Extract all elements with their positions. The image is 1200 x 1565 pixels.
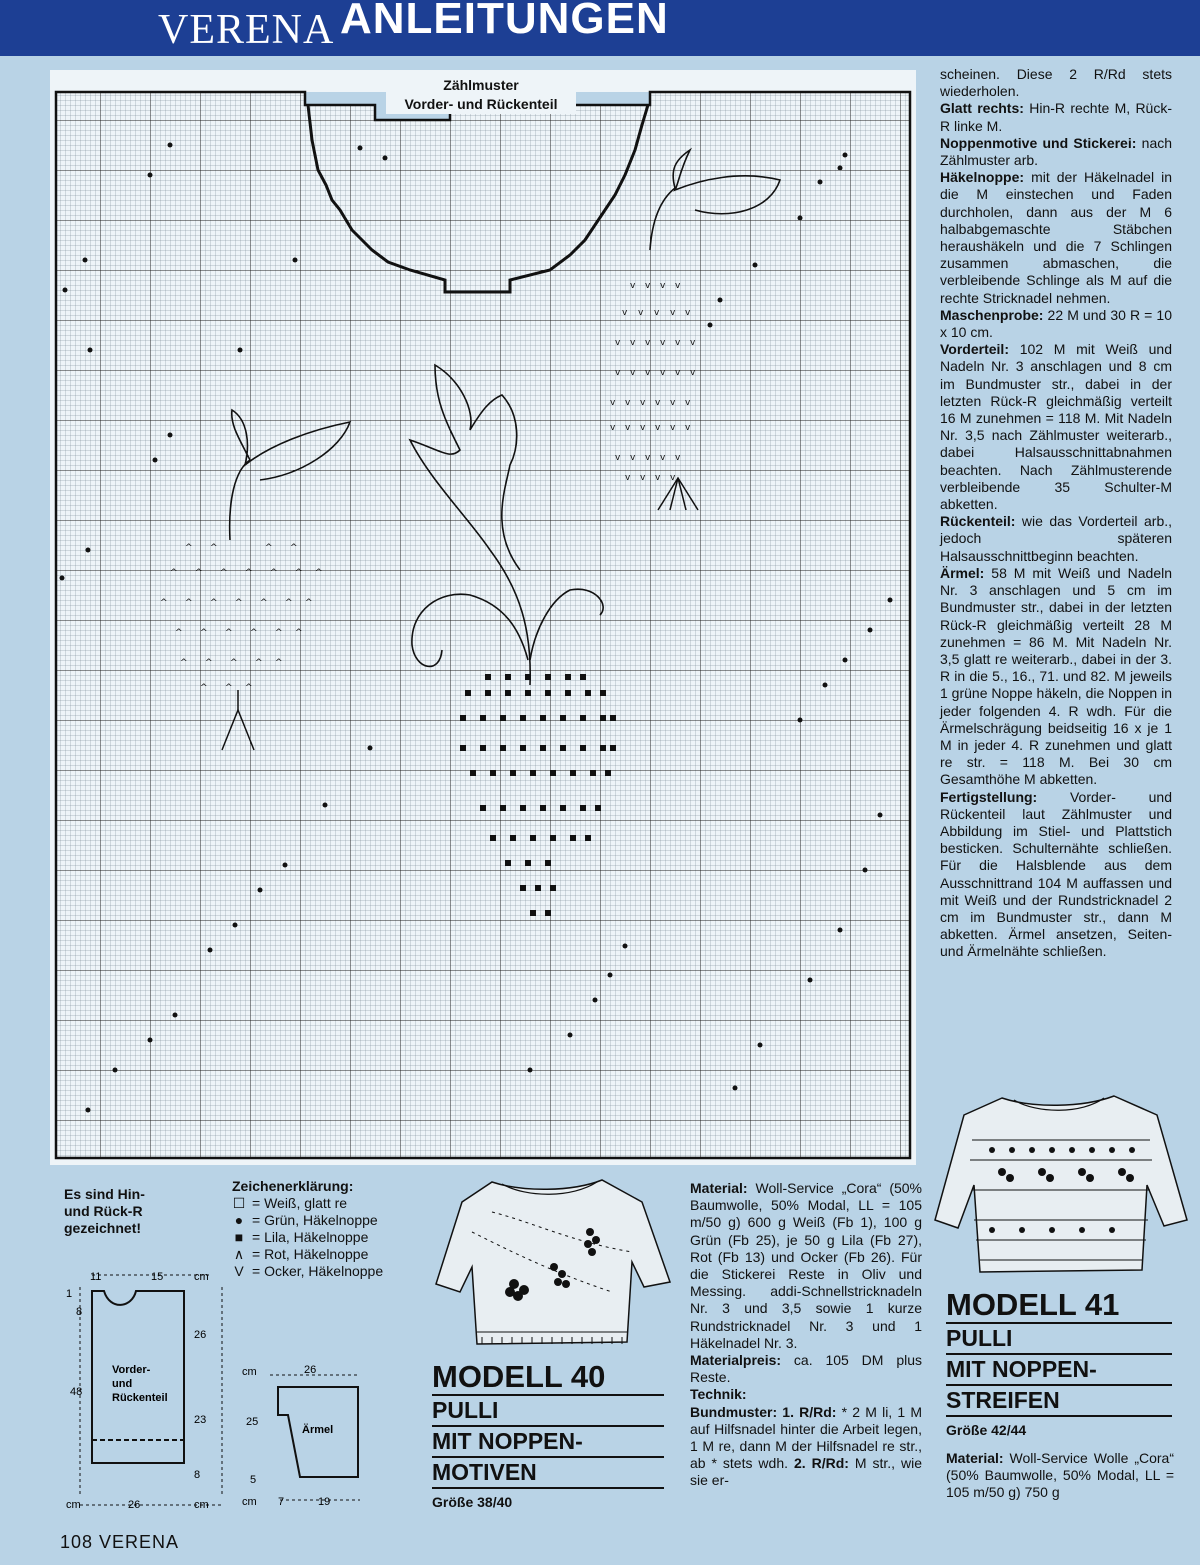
model-40-size: Größe 38/40 (432, 1494, 513, 1510)
chart-dot (888, 598, 893, 603)
fertig-label: Fertigstellung: (940, 788, 1038, 805)
chart-v-mark: v (685, 308, 691, 318)
chart-dot (838, 928, 843, 933)
chart-square (570, 770, 576, 776)
chart-dot (863, 868, 868, 873)
legend-symbol: ■ (234, 1229, 244, 1245)
chart-square (480, 715, 486, 721)
chart-dot (173, 1013, 178, 1018)
chart-square (530, 770, 536, 776)
chart-square (565, 690, 571, 696)
chart-dot (148, 1038, 153, 1043)
chart-square (610, 745, 616, 751)
chart-title (386, 76, 576, 114)
chart-caret: ^ (225, 683, 233, 693)
chart-v-mark: v (630, 453, 636, 463)
body-top-label: 11 (90, 1271, 102, 1283)
model-41-subtitle: STREIFEN (946, 1386, 1172, 1417)
chart-square (545, 860, 551, 866)
chart-caret: ^ (200, 683, 208, 693)
chart-square (550, 885, 556, 891)
sleeve-bottom-label: cm (242, 1496, 257, 1508)
chart-caret: ^ (265, 543, 273, 553)
chart-caret: ^ (305, 598, 313, 608)
schematics (60, 1265, 440, 1520)
materials-41 (946, 1450, 1174, 1502)
chart-dot (383, 156, 388, 161)
model-41-subtitle: PULLI (946, 1324, 1172, 1355)
brand-name: VERENA (158, 7, 335, 53)
chart-v-mark: v (690, 338, 696, 348)
chart-dot (60, 576, 65, 581)
chart-square (500, 745, 506, 751)
chart-caret: ^ (210, 598, 218, 608)
sweater-41-illustration (932, 1090, 1190, 1290)
materials-column (690, 1180, 922, 1490)
chart-v-mark: v (660, 453, 666, 463)
legend-symbol: V (234, 1263, 244, 1279)
chart-v-mark: v (660, 281, 666, 291)
chart-square (580, 745, 586, 751)
rueck-label: Rückenteil: (940, 513, 1016, 530)
chart-square (520, 805, 526, 811)
chart-v-mark: v (685, 423, 691, 433)
legend-symbol: ☐ (232, 1195, 246, 1211)
chart-square (510, 835, 516, 841)
body-bottom-label: cm (66, 1499, 81, 1511)
chart-v-mark: v (660, 338, 666, 348)
chart-caret: ^ (185, 598, 193, 608)
legend-text: = Weiß, glatt re (252, 1195, 348, 1211)
chart-dot (808, 978, 813, 983)
chart-caret: ^ (225, 628, 233, 638)
chart-v-mark: v (670, 398, 676, 408)
chart-dot (843, 658, 848, 663)
body-top-label: cm (194, 1271, 209, 1283)
chart-dot (86, 1108, 91, 1113)
chart-dot (368, 746, 373, 751)
legend-text: = Grün, Häkelnoppe (252, 1212, 378, 1228)
knitting-chart (50, 70, 916, 1165)
chart-square (585, 690, 591, 696)
chart-v-mark: v (655, 423, 661, 433)
haekel-text: mit der Häkelnadel in die M einstechen und Faden durchholen, dann aus der M 6 halbabgemaschte Stäbchen heraushäkeln und die 7 Schlingen zusammen abmaschen, die verbleibende Schlinge als M auf die rechte Stricknadel nehmen. (940, 169, 1173, 306)
chart-dot (86, 548, 91, 553)
chart-square (560, 805, 566, 811)
chart-square (505, 690, 511, 696)
legend-row (232, 1195, 422, 1212)
material-text: Woll-Service „Cora“ (50% Baumwolle, 50% Modal, LL = 105 m/50 g) 600 g Weiß (Fb 1), 100 g Grün (Fb 25), je 50 g Lila (Fb 27), Rot (Fb 13) und Ocker (Fb 26). Für die Stickerei Reste in Oliv und Messing. addi-Schnellstricknadeln Nr. 3 und 3,5 sowie 1 kurze Rundstricknadel Nr. 3 und 1 Häkelnadel Nr. 3. (690, 1180, 922, 1351)
chart-caret: ^ (285, 598, 293, 608)
chart-v-mark: v (685, 398, 691, 408)
chart-square (525, 674, 531, 680)
chart-v-mark: v (610, 398, 616, 408)
chart-dot (868, 628, 873, 633)
legend-row (232, 1246, 422, 1263)
material-41-text: Woll-Service Wolle „Cora“ (50% Baumwolle, 50% Modal, LL = 105 m/50 g) 750 g (946, 1450, 1175, 1501)
chart-caret: ^ (290, 543, 298, 553)
chart-v-mark: v (670, 473, 676, 483)
chart-v-mark: v (625, 423, 631, 433)
body-right-label: 26 (194, 1329, 207, 1341)
header-banner (0, 0, 1200, 56)
chart-dot (623, 944, 628, 949)
chart-v-mark: v (660, 368, 666, 378)
haekel-label: Häkelnoppe: (940, 169, 1025, 186)
section-title: ANLEITUNGEN (340, 0, 669, 43)
chart-v-mark: v (615, 453, 621, 463)
model-40-subtitle: MIT NOPPEN- (432, 1427, 664, 1458)
chart-v-mark: v (670, 308, 676, 318)
chart-v-mark: v (630, 368, 636, 378)
chart-dot (733, 1086, 738, 1091)
model-40-block (432, 1360, 664, 1510)
chart-dot (358, 146, 363, 151)
chart-square (520, 885, 526, 891)
model-40-subtitle: MOTIVEN (432, 1458, 664, 1489)
material-label: Material: (690, 1180, 748, 1196)
chart-v-mark: v (638, 308, 644, 318)
rows-note: Es sind Hin- und Rück-R gezeichnet! (64, 1186, 145, 1236)
chart-caret: ^ (205, 658, 213, 668)
chart-square (600, 715, 606, 721)
chart-square (585, 835, 591, 841)
chart-square (520, 715, 526, 721)
sleeve-left-label: 5 (250, 1474, 257, 1486)
chart-square (605, 770, 611, 776)
legend-title: Zeichenerklärung: (232, 1178, 354, 1194)
bund-label: Bundmuster: 1. R/Rd: (690, 1403, 837, 1420)
chart-v-mark: v (640, 398, 646, 408)
chart-square (525, 690, 531, 696)
glatt-text: Hin-R rechte M, Rück-R linke M. (940, 100, 1173, 134)
chart-square (545, 690, 551, 696)
chart-square (520, 745, 526, 751)
chart-square (595, 805, 601, 811)
chart-square (545, 910, 551, 916)
sleeve-top-label: 26 (304, 1364, 317, 1376)
chart-dot (148, 173, 153, 178)
body-top-label: 15 (151, 1271, 164, 1283)
chart-dot (823, 683, 828, 688)
technik-label: Technik: (690, 1386, 747, 1403)
chart-square (530, 835, 536, 841)
chart-caret: ^ (275, 658, 283, 668)
chart-dot (168, 143, 173, 148)
chart-square (505, 860, 511, 866)
instruction-text: scheinen. Diese 2 R/Rd stets wiederholen. (940, 66, 1172, 100)
chart-caret: ^ (235, 598, 243, 608)
chart-caret: ^ (210, 543, 218, 553)
chart-v-mark: v (645, 453, 651, 463)
model-41-block (946, 1288, 1172, 1438)
model-40-subtitle: PULLI (432, 1396, 664, 1427)
aermel-label: Ärmel: (940, 564, 985, 581)
chart-dot (753, 263, 758, 268)
price-text: ca. 105 DM plus Reste. (690, 1352, 922, 1386)
chart-square (570, 835, 576, 841)
chart-caret: ^ (295, 628, 303, 638)
chart-square (550, 770, 556, 776)
chart-title-line2: Vorder- und Rückenteil (404, 96, 558, 112)
chart-title-line1: Zählmuster (443, 77, 519, 93)
chart-v-mark: v (630, 281, 636, 291)
sleeve-label: Ärmel (302, 1424, 334, 1436)
chart-square (560, 715, 566, 721)
chart-v-mark: v (645, 281, 651, 291)
body-right-label: 23 (194, 1414, 207, 1426)
schematic-drawings (60, 1265, 440, 1515)
legend-symbol: ∧ (233, 1246, 245, 1262)
chart-dot (323, 803, 328, 808)
chart-v-mark: v (654, 308, 660, 318)
legend-row (232, 1229, 422, 1246)
chart-caret: ^ (220, 568, 228, 578)
fertig-text: Vorder- und Rückenteil laut Zählmuster und Abbildung im Stiel- und Plattstich besticken. Schulternähte schließen. Für die Halsblende aus dem Ausschnittrand 104 M auffassen und mit Weiß und der Rundstricknadel 2 cm im Bundmuster str., dann M abketten. Ärmel ansetzen, Seiten- und Ärmelnähte schließen. (940, 788, 1172, 960)
chart-caret: ^ (185, 543, 193, 553)
chart-dot (233, 923, 238, 928)
legend-row (232, 1212, 422, 1229)
chart-dot (708, 323, 713, 328)
body-left-label: 48 (70, 1386, 83, 1398)
legend-text: = Lila, Häkelnoppe (252, 1229, 369, 1245)
chart-v-mark: v (675, 338, 681, 348)
model-41-subtitle: MIT NOPPEN- (946, 1355, 1172, 1386)
chart-square (545, 674, 551, 680)
chart-dot (283, 863, 288, 868)
chart-square (490, 835, 496, 841)
chart-square (465, 690, 471, 696)
chart-dot (293, 258, 298, 263)
chart-caret: ^ (315, 568, 323, 578)
model-41-size: Größe 42/44 (946, 1422, 1027, 1438)
chart-dot (258, 888, 263, 893)
chart-square (590, 770, 596, 776)
model-41-title: MODELL 41 (946, 1288, 1172, 1324)
chart-square (530, 910, 536, 916)
r2-text: M str., wie sie er- (690, 1455, 923, 1489)
chart-dot (798, 216, 803, 221)
chart-caret: ^ (200, 628, 208, 638)
sleeve-bottom-label: 7 (278, 1496, 285, 1508)
sleeve-bottom-label: 19 (318, 1496, 331, 1508)
chart-caret: ^ (255, 658, 263, 668)
page-footer: 108 VERENA (60, 1532, 180, 1552)
body-label: Vorder- (112, 1364, 151, 1376)
chart-v-mark: v (610, 423, 616, 433)
chart-dot (153, 458, 158, 463)
chart-grid (50, 70, 916, 1165)
chart-caret: ^ (170, 568, 178, 578)
chart-dot (168, 433, 173, 438)
chart-square (610, 715, 616, 721)
chart-dot (113, 1068, 118, 1073)
legend-text: = Ocker, Häkelnoppe (252, 1263, 384, 1279)
chart-v-mark: v (655, 473, 661, 483)
r2-label: 2. R/Rd: (793, 1455, 849, 1472)
body-left-label: 8 (76, 1306, 83, 1318)
chart-dot (878, 813, 883, 818)
chart-caret: ^ (230, 658, 238, 668)
chart-dot (718, 298, 723, 303)
chart-square (480, 745, 486, 751)
sweater-40-illustration (432, 1172, 672, 1362)
chart-dot (758, 1043, 763, 1048)
chart-v-mark: v (655, 398, 661, 408)
material-41-label: Material: (946, 1450, 1004, 1466)
chart-dot (208, 948, 213, 953)
chart-v-mark: v (615, 338, 621, 348)
chart-v-mark: v (645, 368, 651, 378)
chart-caret: ^ (250, 628, 258, 638)
chart-square (560, 745, 566, 751)
chart-square (540, 715, 546, 721)
chart-v-mark: v (640, 423, 646, 433)
chart-dot (818, 180, 823, 185)
body-label: Rückenteil (112, 1392, 168, 1404)
chart-caret: ^ (260, 598, 268, 608)
chart-v-mark: v (615, 368, 621, 378)
chart-caret: ^ (270, 568, 278, 578)
chart-dot (83, 258, 88, 263)
chart-dot (843, 153, 848, 158)
chart-square (510, 770, 516, 776)
chart-dot (63, 288, 68, 293)
chart-caret: ^ (160, 598, 168, 608)
body-bottom-label: cm (194, 1499, 209, 1511)
chart-v-mark: v (690, 368, 696, 378)
chart-dot (608, 973, 613, 978)
chart-square (490, 770, 496, 776)
chart-caret: ^ (180, 658, 188, 668)
chart-caret: ^ (245, 568, 253, 578)
legend-text: = Rot, Häkelnoppe (252, 1246, 369, 1262)
chart-square (550, 835, 556, 841)
chart-dot (798, 718, 803, 723)
chart-square (565, 674, 571, 680)
chart-v-mark: v (645, 338, 651, 348)
chart-v-mark: v (625, 473, 631, 483)
chart-square (505, 674, 511, 680)
price-label: Materialpreis: (690, 1352, 782, 1369)
chart-v-mark: v (675, 368, 681, 378)
chart-square (500, 805, 506, 811)
chart-square (480, 805, 486, 811)
body-label: und (112, 1378, 133, 1390)
model-40-title: MODELL 40 (432, 1360, 664, 1396)
probe-label: Maschenprobe: (940, 306, 1044, 323)
body-left-label: 1 (66, 1288, 73, 1300)
bund-text: * 2 M li, 1 M auf Hilfsnadel hinter die Arbeit legen, 1 M re, dann M der Hilfsnadel re str., ab * stets wdh. (690, 1403, 923, 1472)
chart-v-mark: v (675, 281, 681, 291)
probe-text: 22 M und 30 R = 10 x 10 cm. (940, 306, 1172, 341)
chart-caret: ^ (245, 683, 253, 693)
chart-square (485, 690, 491, 696)
chart-dot (528, 1068, 533, 1073)
chart-dot (593, 998, 598, 1003)
chart-caret: ^ (195, 568, 203, 578)
chart-v-mark: v (630, 338, 636, 348)
chart-square (540, 745, 546, 751)
chart-v-mark: v (670, 423, 676, 433)
chart-square (525, 860, 531, 866)
rueck-text: wie das Vorderteil arb., jedoch späteren Halsausschnittbeginn beachten. (940, 513, 1173, 564)
chart-square (580, 715, 586, 721)
chart-square (470, 770, 476, 776)
legend-symbol: ● (234, 1212, 244, 1228)
chart-caret: ^ (295, 568, 303, 578)
vorder-text: 102 M mit Weiß und Nadeln Nr. 3 anschlagen und 8 cm im Bundmuster str., dabei in der letzten Rück-R gleichmäßig verteilt 16 M zunehmen = 118 M. Mit Nadeln Nr. 3,5 nach Zählmuster weiterarb., dabei Halsausschnittabnahmen beachten. Nach Zählmusterende verbleibende 35 Schulter-M abketten. (940, 341, 1172, 513)
chart-square (535, 885, 541, 891)
chart-square (580, 674, 586, 680)
chart-square (485, 674, 491, 680)
noppen-text: nach Zählmuster arb. (940, 134, 1173, 169)
instructions-column (940, 66, 1172, 961)
chart-square (580, 805, 586, 811)
sleeve-top-label: cm (242, 1366, 257, 1378)
chart-square (600, 690, 606, 696)
glatt-label: Glatt rechts: (940, 100, 1024, 117)
chart-square (500, 715, 506, 721)
chart-v-mark: v (675, 453, 681, 463)
chart-dot (238, 348, 243, 353)
chart-dot (838, 166, 843, 171)
body-bottom-label: 26 (128, 1499, 141, 1511)
body-right-label: 8 (194, 1469, 201, 1481)
chart-square (540, 805, 546, 811)
chart-square (460, 745, 466, 751)
chart-v-mark: v (625, 398, 631, 408)
chart-dot (568, 1033, 573, 1038)
aermel-text: 58 M mit Weiß und Nadeln Nr. 3 anschlagen und 5 cm im Bundmuster str., dabei in der letzten Rück-R gleichmäßig verteilt 28 M zunehmen = 86 M. Mit Nadeln Nr. 3,5 glatt re weiterarb., dabei in der 3. R in die 5., 16., 71. und 82. M jeweils 1 grüne Noppe häkeln, die Noppen in jeder folgenden 4. R wdh. Für die Ärmelschrägung beidseitig 16 x je 1 M in jeder 4. R zunehmen und glatt re str. = 118 M. Bei 30 cm Gesamthöhe M abketten. (940, 564, 1172, 788)
chart-v-mark: v (640, 473, 646, 483)
noppen-label: Noppenmotive und Stickerei: (940, 134, 1137, 151)
chart-v-mark: v (622, 308, 628, 318)
chart-dot (88, 348, 93, 353)
chart-caret: ^ (175, 628, 183, 638)
chart-square (460, 715, 466, 721)
sleeve-left-label: 25 (246, 1416, 259, 1428)
chart-caret: ^ (275, 628, 283, 638)
vorder-label: Vorderteil: (940, 341, 1009, 358)
chart-square (600, 745, 606, 751)
